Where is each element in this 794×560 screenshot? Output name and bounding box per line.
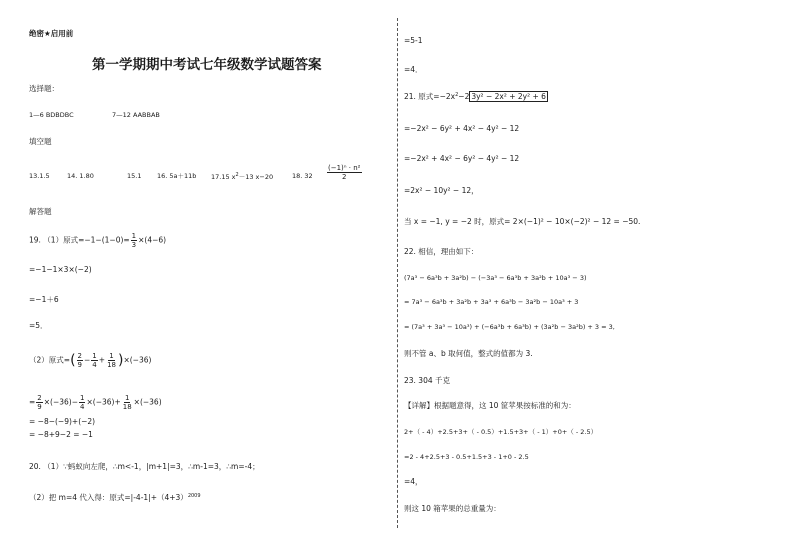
q19-1-text: 19. （1）原式=−1−(1−0)= <box>29 235 130 245</box>
q19-2-line3: = −8−(−9)+(−2) <box>29 417 96 426</box>
q21-mid: −2 <box>458 92 470 101</box>
q19-1-den: 3 <box>131 241 137 250</box>
choice-answers-2: 7—12 AABBAB <box>112 111 160 119</box>
q22-line3: = (7a³ + 3a³ − 10a³) + (−6a³b + 6a³b) + (3a²b − 3a²b) + 3 = 3, <box>404 323 615 331</box>
q19-1-line1 <box>29 232 166 249</box>
q21-bracket: 3y² − 2x² + 2y² + 6 <box>471 92 546 101</box>
q23-line4: =4， <box>404 477 423 486</box>
q19-2-tail: ×(−36) <box>123 355 152 365</box>
fill-18: 18. 32 <box>292 172 313 180</box>
q21-line1: 21. 原式$=-2x^2-2$ 3y² − 2x² + 2y² + 6 <box>404 92 546 101</box>
fill-18-num: (−1)ⁿ · n² <box>328 164 361 172</box>
q21-pre: 21. 原式=−2x <box>404 92 456 101</box>
q23-line2: 2+（ - 4）+2.5+3+（ - 0.5）+1.5+3+（ - 1）+0+（ - 2.5） <box>404 428 598 436</box>
q19-2-line2: = $\frac{2}{9}$ ×(−36)− $\frac{1}{4}$ ×(−36)+ $\frac{1}{18}$ ×(−36) <box>29 394 162 412</box>
q19-1-line4: =5． <box>29 321 48 330</box>
frac-2-9-num: 2 <box>77 352 82 360</box>
r-line2: =4． <box>404 65 423 74</box>
column-divider <box>397 18 399 528</box>
frac-1-4-num: 1 <box>92 352 97 360</box>
fill-17-exp: 2 <box>235 172 239 178</box>
frac-1-18-den: 18 <box>107 361 116 370</box>
q19-1-line3: =−1＋6 <box>29 295 59 304</box>
q21-line3: =−2x² + 4x² − 6y² − 4y² − 12 <box>404 154 520 163</box>
q23-line3: =2 - 4+2.5+3 - 0.5+1.5+3 - 1+0 - 2.5 <box>404 453 529 461</box>
fill-17-tail: －13 x−20 <box>238 173 274 181</box>
q20-2 <box>29 494 201 502</box>
fill-18-fraction <box>326 164 363 181</box>
frac-1-18-num-b: 1 <box>124 394 130 402</box>
fill-heading: 填空题 <box>29 137 52 146</box>
q23-heading: 23. 304 千克 <box>404 376 451 385</box>
fill-15: 15.1 <box>127 172 142 180</box>
frac-2-9-den: 9 <box>77 361 82 370</box>
frac-1-18-den-b: 18 <box>122 403 132 412</box>
q21-line5: 当 x = −1, y = −2 时，原式= 2×(−1)² − 10×(−2)² − 12 = −50. <box>404 217 641 226</box>
q22-line4: 则不管 a、b 取何值，整式的值都为 3. <box>404 349 533 358</box>
solve-heading: 解答题 <box>29 207 52 216</box>
frac-1-18-num: 1 <box>109 352 114 360</box>
q19-2-term-c: ×(−36) <box>133 397 162 407</box>
q19-1-line2: =−1−1×3×(−2) <box>29 265 92 274</box>
fill-17 <box>211 173 273 181</box>
q19-2-pre: （2）原式= <box>29 355 71 365</box>
choice-answers-1: 1—6 BDBDBC <box>29 111 74 119</box>
frac-2-9-num-b: 2 <box>37 394 42 402</box>
q19-2-term-a: ×(−36)− <box>43 397 79 407</box>
r-line1: =5-1 <box>404 36 423 45</box>
q19-1-tail: ×(4−6) <box>138 235 167 245</box>
q19-2-line4: = −8+9−2 = −1 <box>29 430 93 439</box>
q23-line1: 【详解】根据题意得，这 10 筐苹果按标准的和为： <box>404 401 576 410</box>
page-title: 第一学期期中考试七年级数学试题答案 <box>92 57 322 73</box>
q21-line2: =−2x² − 6y² + 4x² − 4y² − 12 <box>404 124 520 133</box>
fill-14: 14. 1.80 <box>67 172 94 180</box>
fill-17-text: 17.15 x <box>211 173 236 181</box>
q19-1-num: 1 <box>131 232 137 240</box>
frac-1-4-den-b: 4 <box>80 403 85 412</box>
q20-2-text: （2）把 m=4 代入得：原式=|-4-1|+（4+3） <box>29 493 188 502</box>
q20-2-exp: 2009 <box>187 493 201 499</box>
frac-1-4-num-b: 1 <box>80 394 85 402</box>
q19-2-term-b: ×(−36)+ <box>86 397 121 407</box>
q22-line2: = 7a³ − 6a³b + 3a²b + 3a³ + 6a³b − 3a²b − 10a³ + 3 <box>404 298 579 306</box>
frac-2-9-den-b: 9 <box>37 403 42 412</box>
fill-16: 16. 5a＋11b <box>157 172 197 180</box>
q22-heading: 22. 相信，理由如下： <box>404 247 479 256</box>
q19-2-line1: （2）原式=( $\frac{2}{9}$ − $\frac{1}{4}$ + $\frac{1}{18}$ )×(−36) <box>29 352 152 370</box>
choice-heading: 选择题： <box>29 84 59 93</box>
q21-line4: =2x² − 10y² − 12， <box>404 186 479 195</box>
fill-18-den: 2 <box>342 173 347 182</box>
q22-line1: (7a³ − 6a³b + 3a²b) − (−3a³ − 6a³b + 3a²b + 10a³ − 3) <box>404 274 587 282</box>
secret-label: 绝密★启用前 <box>29 29 74 38</box>
q20-1: 20. （1）∵蚂蚁向左爬，∴m<-1，|m+1|=3，∴m-1=3，∴m=-4； <box>29 462 260 471</box>
q23-line5: 则这 10 箱苹果的总重量为： <box>404 504 501 513</box>
fill-13: 13.1.5 <box>29 172 50 180</box>
frac-1-4-den: 4 <box>92 361 97 370</box>
